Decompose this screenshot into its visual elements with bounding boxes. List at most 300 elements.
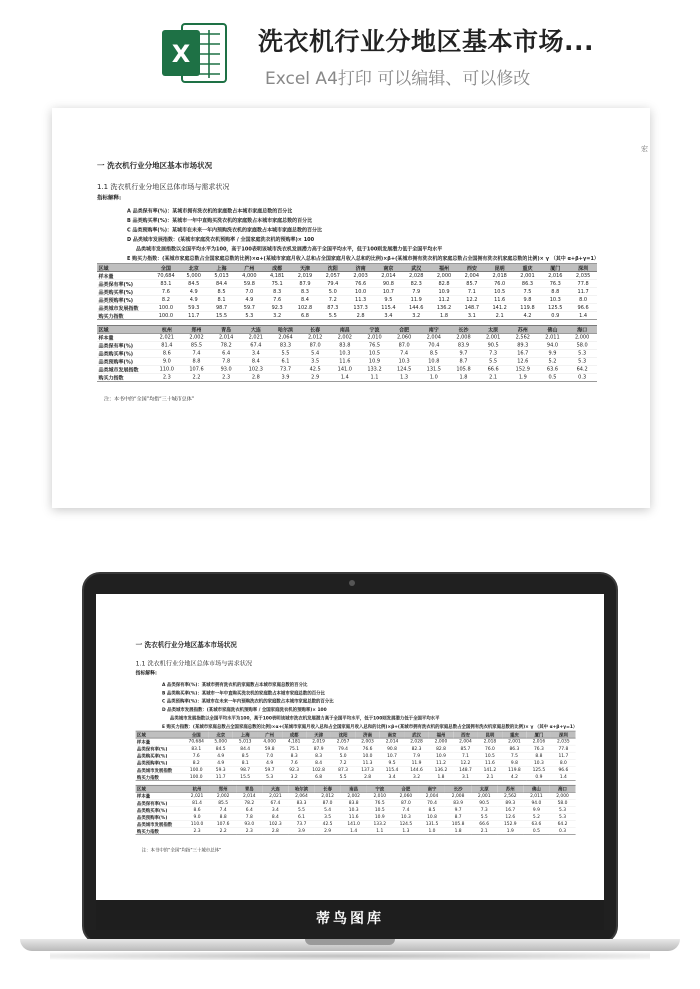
table-cell: 2.1: [471, 827, 497, 834]
table-header-cell: 昆明: [478, 731, 502, 738]
table-cell: 7.1: [458, 288, 486, 296]
table-cell: 11.7: [208, 773, 232, 780]
table-cell: 5.5: [478, 357, 508, 365]
table-cell: 1.4: [330, 373, 360, 381]
table-cell: 84.4: [233, 745, 257, 752]
table-header-cell: 青岛: [211, 325, 241, 333]
table-row: [136, 738, 576, 745]
table-cell: 84.5: [208, 745, 232, 752]
table-cell: 70.4: [419, 799, 445, 806]
table-cell: 2,562: [497, 792, 523, 799]
table-header-cell: 重庆: [514, 264, 542, 272]
table-cell: 1.4: [569, 312, 597, 320]
table-cell: 2,004: [458, 272, 486, 280]
table-cell: 85.7: [453, 745, 477, 752]
row-label-cell: 品类预购率(%): [136, 759, 184, 766]
table-cell: 8.2: [152, 296, 180, 304]
table-cell: 2,001: [471, 792, 497, 799]
table-header-cell: 长沙: [449, 325, 479, 333]
table-cell: 1.0: [419, 373, 449, 381]
table-cell: 100.0: [184, 766, 208, 773]
table-cell: 2,014: [380, 738, 404, 745]
table-cell: 7.9: [404, 752, 428, 759]
table-header-cell: 济南: [355, 731, 379, 738]
table-cell: 8.6: [152, 349, 182, 357]
table-header-cell: 大连: [241, 325, 271, 333]
camera-icon: [349, 580, 355, 586]
table-cell: 64.2: [567, 365, 597, 373]
table-cell: 58.0: [567, 341, 597, 349]
table-cell: 11.3: [355, 759, 379, 766]
table-cell: 82.8: [429, 745, 453, 752]
table-cell: 10.3: [341, 806, 367, 813]
table-cell: 64.2: [549, 820, 575, 827]
row-label-cell: 品类保有率(%): [97, 341, 152, 349]
table-cell: 9.5: [375, 296, 403, 304]
table-header-cell: 佛山: [523, 785, 549, 792]
table-header-cell: 重庆: [502, 731, 526, 738]
table-cell: 2.9: [315, 827, 341, 834]
market-table-2: [136, 785, 576, 835]
table-cell: 2,008: [449, 333, 479, 341]
table-cell: 83.3: [288, 799, 314, 806]
table-cell: 8.4: [262, 813, 288, 820]
table-cell: 141.2: [486, 304, 514, 312]
table-cell: 2,000: [429, 738, 453, 745]
table-header-row: [97, 325, 597, 333]
table-cell: 3.2: [263, 312, 291, 320]
table-cell: 63.6: [523, 820, 549, 827]
table-cell: 10.9: [430, 288, 458, 296]
table-cell: 5.5: [319, 312, 347, 320]
row-label-cell: 样本量: [136, 738, 184, 745]
table-cell: 137.3: [347, 304, 375, 312]
table-cell: 8.3: [291, 288, 319, 296]
sheet-heading: 一 洗衣机行业分地区基本市场状况: [97, 161, 213, 170]
table-cell: 10.7: [380, 752, 404, 759]
table-cell: 4.2: [514, 312, 542, 320]
table-cell: 96.6: [551, 766, 575, 773]
table-cell: 94.0: [538, 341, 568, 349]
table-header-cell: 郑州: [182, 325, 212, 333]
table-cell: 5.3: [549, 806, 575, 813]
table-cell: 3.1: [453, 773, 477, 780]
table-cell: 6.1: [288, 813, 314, 820]
table-cell: 8.3: [306, 752, 330, 759]
definition-item: D 品类城市发展指数：(某城市家庭洗衣机预购率 / 全国家庭洗衣机的预购率)× 100: [127, 237, 315, 243]
table-cell: 76.5: [360, 341, 390, 349]
table-cell: 148.7: [458, 304, 486, 312]
table-cell: 5.5: [331, 773, 355, 780]
table-cell: 11.2: [429, 759, 453, 766]
table-cell: 86.3: [502, 745, 526, 752]
table-header-cell: 杭州: [152, 325, 182, 333]
table-cell: 83.9: [449, 341, 479, 349]
definitions-list: [97, 207, 599, 264]
table-cell: 3.4: [375, 312, 403, 320]
row-label-cell: 购买力指数: [97, 373, 152, 381]
table-cell: 2,004: [453, 738, 477, 745]
table-cell: 125.5: [541, 304, 569, 312]
table-cell: 59.8: [257, 745, 281, 752]
table-cell: 81.4: [184, 799, 210, 806]
table-cell: 8.2: [184, 759, 208, 766]
table-cell: 85.5: [210, 799, 236, 806]
row-label-cell: 品类预购率(%): [136, 813, 184, 820]
table-cell: 4.2: [502, 773, 526, 780]
table-cell: 8.7: [449, 357, 479, 365]
row-label-cell: 品类预购率(%): [97, 296, 152, 304]
table-cell: 7.2: [331, 759, 355, 766]
table-cell: 11.7: [180, 312, 208, 320]
table-cell: 10.3: [393, 813, 419, 820]
table-header-cell: 南宁: [419, 785, 445, 792]
table-cell: 2,002: [330, 333, 360, 341]
table-cell: 2,057: [331, 738, 355, 745]
table-cell: 11.6: [330, 357, 360, 365]
table-cell: 87.9: [291, 280, 319, 288]
table-row: [136, 759, 576, 766]
table-cell: 1.0: [419, 827, 445, 834]
table-cell: 82.3: [402, 280, 430, 288]
table-cell: 100.0: [152, 312, 180, 320]
row-label-cell: 样本量: [136, 792, 184, 799]
table-header-cell: 哈尔滨: [271, 325, 301, 333]
table-cell: 10.0: [355, 752, 379, 759]
table-cell: 3.4: [241, 349, 271, 357]
table-cell: 102.3: [241, 365, 271, 373]
row-label-cell: 品类城市发展指数: [136, 820, 184, 827]
table-header-cell: 西安: [458, 264, 486, 272]
table-row: [136, 820, 576, 827]
table-header-cell: 海口: [549, 785, 575, 792]
table-cell: 8.5: [419, 349, 449, 357]
table-cell: 85.5: [182, 341, 212, 349]
table-cell: 77.8: [551, 745, 575, 752]
sheet-definitions-title: 指标解释:: [135, 670, 157, 676]
table-cell: 3.4: [262, 806, 288, 813]
definition-item: C 品类预购率(%)：某城市在未来一年内预购洗衣机的家庭数占本城市家庭总数的百分比: [162, 699, 334, 704]
table-cell: 67.4: [262, 799, 288, 806]
table-row: [97, 312, 597, 320]
table-cell: 5.3: [235, 312, 263, 320]
table-cell: 2,001: [502, 738, 526, 745]
table-cell: 90.5: [478, 341, 508, 349]
sheet-subheading: 1.1 洗衣机行业分地区总体市场与需求状况: [97, 183, 230, 191]
table-cell: 6.4: [236, 806, 262, 813]
watermark: 蒂鸟图库: [316, 911, 384, 927]
table-cell: 59.3: [180, 304, 208, 312]
table-cell: 0.9: [541, 312, 569, 320]
table-cell: 133.2: [367, 820, 393, 827]
table-cell: 11.2: [430, 296, 458, 304]
table-cell: 152.9: [497, 820, 523, 827]
table-cell: 1.9: [497, 827, 523, 834]
table-cell: 5.5: [471, 813, 497, 820]
table-header-cell: 大连: [262, 785, 288, 792]
table-cell: 2.3: [236, 827, 262, 834]
table-cell: 76.3: [527, 745, 551, 752]
table-cell: 7.6: [152, 288, 180, 296]
table-header-cell: 合肥: [393, 785, 419, 792]
table-header-cell: 厦门: [527, 731, 551, 738]
table-cell: 5,013: [208, 272, 236, 280]
table-cell: 110.0: [184, 820, 210, 827]
table-cell: 84.4: [208, 280, 236, 288]
table-cell: 67.4: [241, 341, 271, 349]
table-cell: 82.8: [430, 280, 458, 288]
table-cell: 2.3: [152, 373, 182, 381]
table-cell: 7.3: [478, 349, 508, 357]
table-cell: 9.0: [184, 813, 210, 820]
table-cell: 10.3: [541, 296, 569, 304]
table-cell: 10.8: [419, 813, 445, 820]
table-cell: 2,028: [404, 738, 428, 745]
row-label-cell: 品类预购率(%): [97, 357, 152, 365]
table-cell: 10.5: [360, 349, 390, 357]
table-row: [97, 341, 597, 349]
row-label-cell: 品类购买率(%): [97, 349, 152, 357]
table-cell: 5.5: [271, 349, 301, 357]
table-cell: 75.1: [282, 745, 306, 752]
table-cell: 2,018: [478, 738, 502, 745]
table-cell: 136.2: [429, 766, 453, 773]
table-cell: 2.8: [355, 773, 379, 780]
laptop-mockup: [0, 560, 700, 989]
row-label-cell: 样本量: [97, 272, 152, 280]
table-cell: 93.0: [236, 820, 262, 827]
table-cell: 8.8: [210, 813, 236, 820]
table-row: [136, 766, 576, 773]
table-cell: 2,008: [445, 792, 471, 799]
table-cell: 89.3: [497, 799, 523, 806]
table-cell: 6.8: [291, 312, 319, 320]
table-cell: 2,064: [288, 792, 314, 799]
table-cell: 105.8: [449, 365, 479, 373]
table-cell: 107.6: [210, 820, 236, 827]
table-cell: 85.7: [458, 280, 486, 288]
table-cell: 7.4: [182, 349, 212, 357]
table-cell: 8.8: [182, 357, 212, 365]
definition-item: A 品类保有率(%)：某城市拥有洗衣机的家庭数占本城市家庭总数的百分比: [127, 208, 293, 214]
table-cell: 76.0: [478, 745, 502, 752]
table-cell: 16.7: [497, 806, 523, 813]
table-cell: 90.5: [471, 799, 497, 806]
table-cell: 2,000: [567, 333, 597, 341]
table-cell: 2,021: [152, 333, 182, 341]
table-cell: 5,000: [208, 738, 232, 745]
table-cell: 2,021: [241, 333, 271, 341]
table-cell: 11.6: [478, 759, 502, 766]
table-cell: 8.1: [208, 296, 236, 304]
table-cell: 87.0: [389, 341, 419, 349]
table-cell: 98.7: [233, 766, 257, 773]
table-cell: 2.1: [478, 773, 502, 780]
table-header-cell: 广州: [235, 264, 263, 272]
table-cell: 2,002: [210, 792, 236, 799]
table-header-cell: 厦门: [541, 264, 569, 272]
table-cell: 59.3: [208, 766, 232, 773]
table-header-cell: 深圳: [569, 264, 597, 272]
table-cell: 3.2: [402, 312, 430, 320]
table-header-cell: 成都: [282, 731, 306, 738]
market-table-1: [136, 731, 576, 781]
table-cell: 107.6: [182, 365, 212, 373]
table-cell: 10.5: [367, 806, 393, 813]
table-cell: 11.7: [569, 288, 597, 296]
table-cell: 5.3: [567, 349, 597, 357]
table-cell: 105.8: [445, 820, 471, 827]
table-cell: 137.3: [355, 766, 379, 773]
table-cell: 2.8: [347, 312, 375, 320]
row-label-cell: 样本量: [97, 333, 152, 341]
table-cell: 8.5: [233, 752, 257, 759]
market-table-1: [97, 264, 597, 321]
table-cell: 90.8: [380, 745, 404, 752]
definition-item: E 购买力指数：(某城市家庭总数占全国家庭总数的比例)×α+(某城市家庭月收入总和占全国家庭月收入总和的比例)×β+(某城市拥有洗衣机的家庭总数占全国拥有洗衣机家庭总数的比例)× γ （其中 α+β+γ=1）: [162, 724, 578, 730]
table-cell: 4.9: [235, 296, 263, 304]
table-cell: 87.0: [315, 799, 341, 806]
table-cell: 70.4: [419, 341, 449, 349]
definition-item: E 购买力指数：(某城市家庭总数占全国家庭总数的比例)×α+(某城市家庭月收入总和占全国家庭月收入总和的比例)×β+(某城市拥有洗衣机的家庭总数占全国拥有洗衣机家庭总数的比例)× γ （其中 α+β+γ=1）: [127, 256, 599, 262]
table-cell: 59.7: [235, 304, 263, 312]
table-cell: 2,057: [319, 272, 347, 280]
table-cell: 9.0: [152, 357, 182, 365]
table-cell: 2,014: [375, 272, 403, 280]
table-cell: 0.9: [527, 773, 551, 780]
table-cell: 70,684: [184, 738, 208, 745]
table-cell: 2,562: [508, 333, 538, 341]
table-cell: 0.5: [523, 827, 549, 834]
table-cell: 12.2: [453, 759, 477, 766]
table-header-row: [136, 785, 576, 792]
table-cell: 12.6: [497, 813, 523, 820]
table-cell: 83.8: [341, 799, 367, 806]
table-cell: 83.1: [184, 745, 208, 752]
table-header-cell: 杭州: [184, 785, 210, 792]
table-cell: 87.9: [306, 745, 330, 752]
table-cell: 110.0: [152, 365, 182, 373]
row-label-cell: 购买力指数: [97, 312, 152, 320]
table-cell: 100.0: [184, 773, 208, 780]
table-cell: 7.4: [210, 806, 236, 813]
table-cell: 7.3: [471, 806, 497, 813]
table-header-cell: 天津: [306, 731, 330, 738]
table-header-cell: 济南: [347, 264, 375, 272]
table-cell: 1.8: [430, 312, 458, 320]
table-cell: 81.4: [152, 341, 182, 349]
table-cell: 2,014: [236, 792, 262, 799]
table-cell: 1.3: [389, 373, 419, 381]
table-header-row: [97, 264, 597, 272]
table-header-cell: 南京: [380, 731, 404, 738]
table-header-cell: 苏州: [508, 325, 538, 333]
table-cell: 119.8: [502, 766, 526, 773]
table-cell: 77.8: [569, 280, 597, 288]
table-cell: 10.8: [419, 357, 449, 365]
table-header-cell: 宁波: [367, 785, 393, 792]
definition-item: A 品类保有率(%)：某城市拥有洗衣机的家庭数占本城市家庭总数的百分比: [162, 682, 308, 688]
table-cell: 102.8: [306, 766, 330, 773]
table-cell: 79.4: [331, 745, 355, 752]
table-cell: 83.3: [271, 341, 301, 349]
table-cell: 96.6: [569, 304, 597, 312]
sheet-content: [52, 108, 599, 402]
table-header-cell: 武汉: [402, 264, 430, 272]
table-cell: 12.6: [508, 357, 538, 365]
table-cell: 8.8: [527, 752, 551, 759]
table-cell: 136.2: [430, 304, 458, 312]
table-header-cell: 成都: [263, 264, 291, 272]
table-cell: 93.0: [211, 365, 241, 373]
table-header-cell: 郑州: [210, 785, 236, 792]
table-cell: 2,011: [538, 333, 568, 341]
laptop-shadow: [50, 952, 650, 960]
table-cell: 9.7: [449, 349, 479, 357]
table-cell: 87.0: [393, 799, 419, 806]
table-cell: 82.3: [404, 745, 428, 752]
table-cell: 8.5: [419, 806, 445, 813]
table-header-cell: 北京: [208, 731, 232, 738]
table-cell: 73.7: [271, 365, 301, 373]
table-cell: 2,000: [430, 272, 458, 280]
table-cell: 87.0: [300, 341, 330, 349]
table-cell: 9.8: [514, 296, 542, 304]
table-header-cell: 昆明: [486, 264, 514, 272]
table-cell: 2,028: [402, 272, 430, 280]
table-cell: 12.2: [458, 296, 486, 304]
table-cell: 8.3: [282, 752, 306, 759]
table-header-cell: 深圳: [551, 731, 575, 738]
table-cell: 2.3: [211, 373, 241, 381]
sheet-heading: 一 洗衣机行业分地区基本市场状况: [135, 640, 237, 649]
table-header-cell: 哈尔滨: [288, 785, 314, 792]
table-cell: 100.0: [152, 304, 180, 312]
table-note: 注：本书中的“全国”均指“三十城市总体”: [141, 847, 222, 853]
row-label-cell: 品类购买率(%): [136, 806, 184, 813]
table-cell: 7.2: [319, 296, 347, 304]
table-cell: 2,012: [315, 792, 341, 799]
table-cell: 0.3: [549, 827, 575, 834]
table-header-cell: 合肥: [389, 325, 419, 333]
table-row: [97, 280, 597, 288]
table-cell: 4.9: [180, 288, 208, 296]
table-row: [136, 827, 576, 834]
table-cell: 115.4: [380, 766, 404, 773]
table-row: [97, 288, 597, 296]
table-cell: 1.1: [360, 373, 390, 381]
table-cell: 2,016: [541, 272, 569, 280]
table-cell: 90.8: [375, 280, 403, 288]
table-cell: 7.6: [282, 759, 306, 766]
table-cell: 4,181: [282, 738, 306, 745]
laptop-screen: [96, 594, 604, 930]
table-cell: 76.5: [367, 799, 393, 806]
table-cell: 2,003: [355, 738, 379, 745]
table-cell: 124.5: [389, 365, 419, 373]
table-cell: 11.6: [341, 813, 367, 820]
sheet-definitions-title: 指标解释:: [97, 194, 122, 201]
table-header-cell: 海口: [567, 325, 597, 333]
table-cell: 5.2: [523, 813, 549, 820]
table-cell: 86.3: [514, 280, 542, 288]
table-cell: 1.9: [508, 373, 538, 381]
table-header-cell: 福州: [429, 731, 453, 738]
page-subtitle: Excel A4打印 可以编辑、可以修改: [265, 69, 531, 89]
table-cell: 10.9: [429, 752, 453, 759]
table-cell: 73.7: [288, 820, 314, 827]
table-cell: 2.1: [486, 312, 514, 320]
